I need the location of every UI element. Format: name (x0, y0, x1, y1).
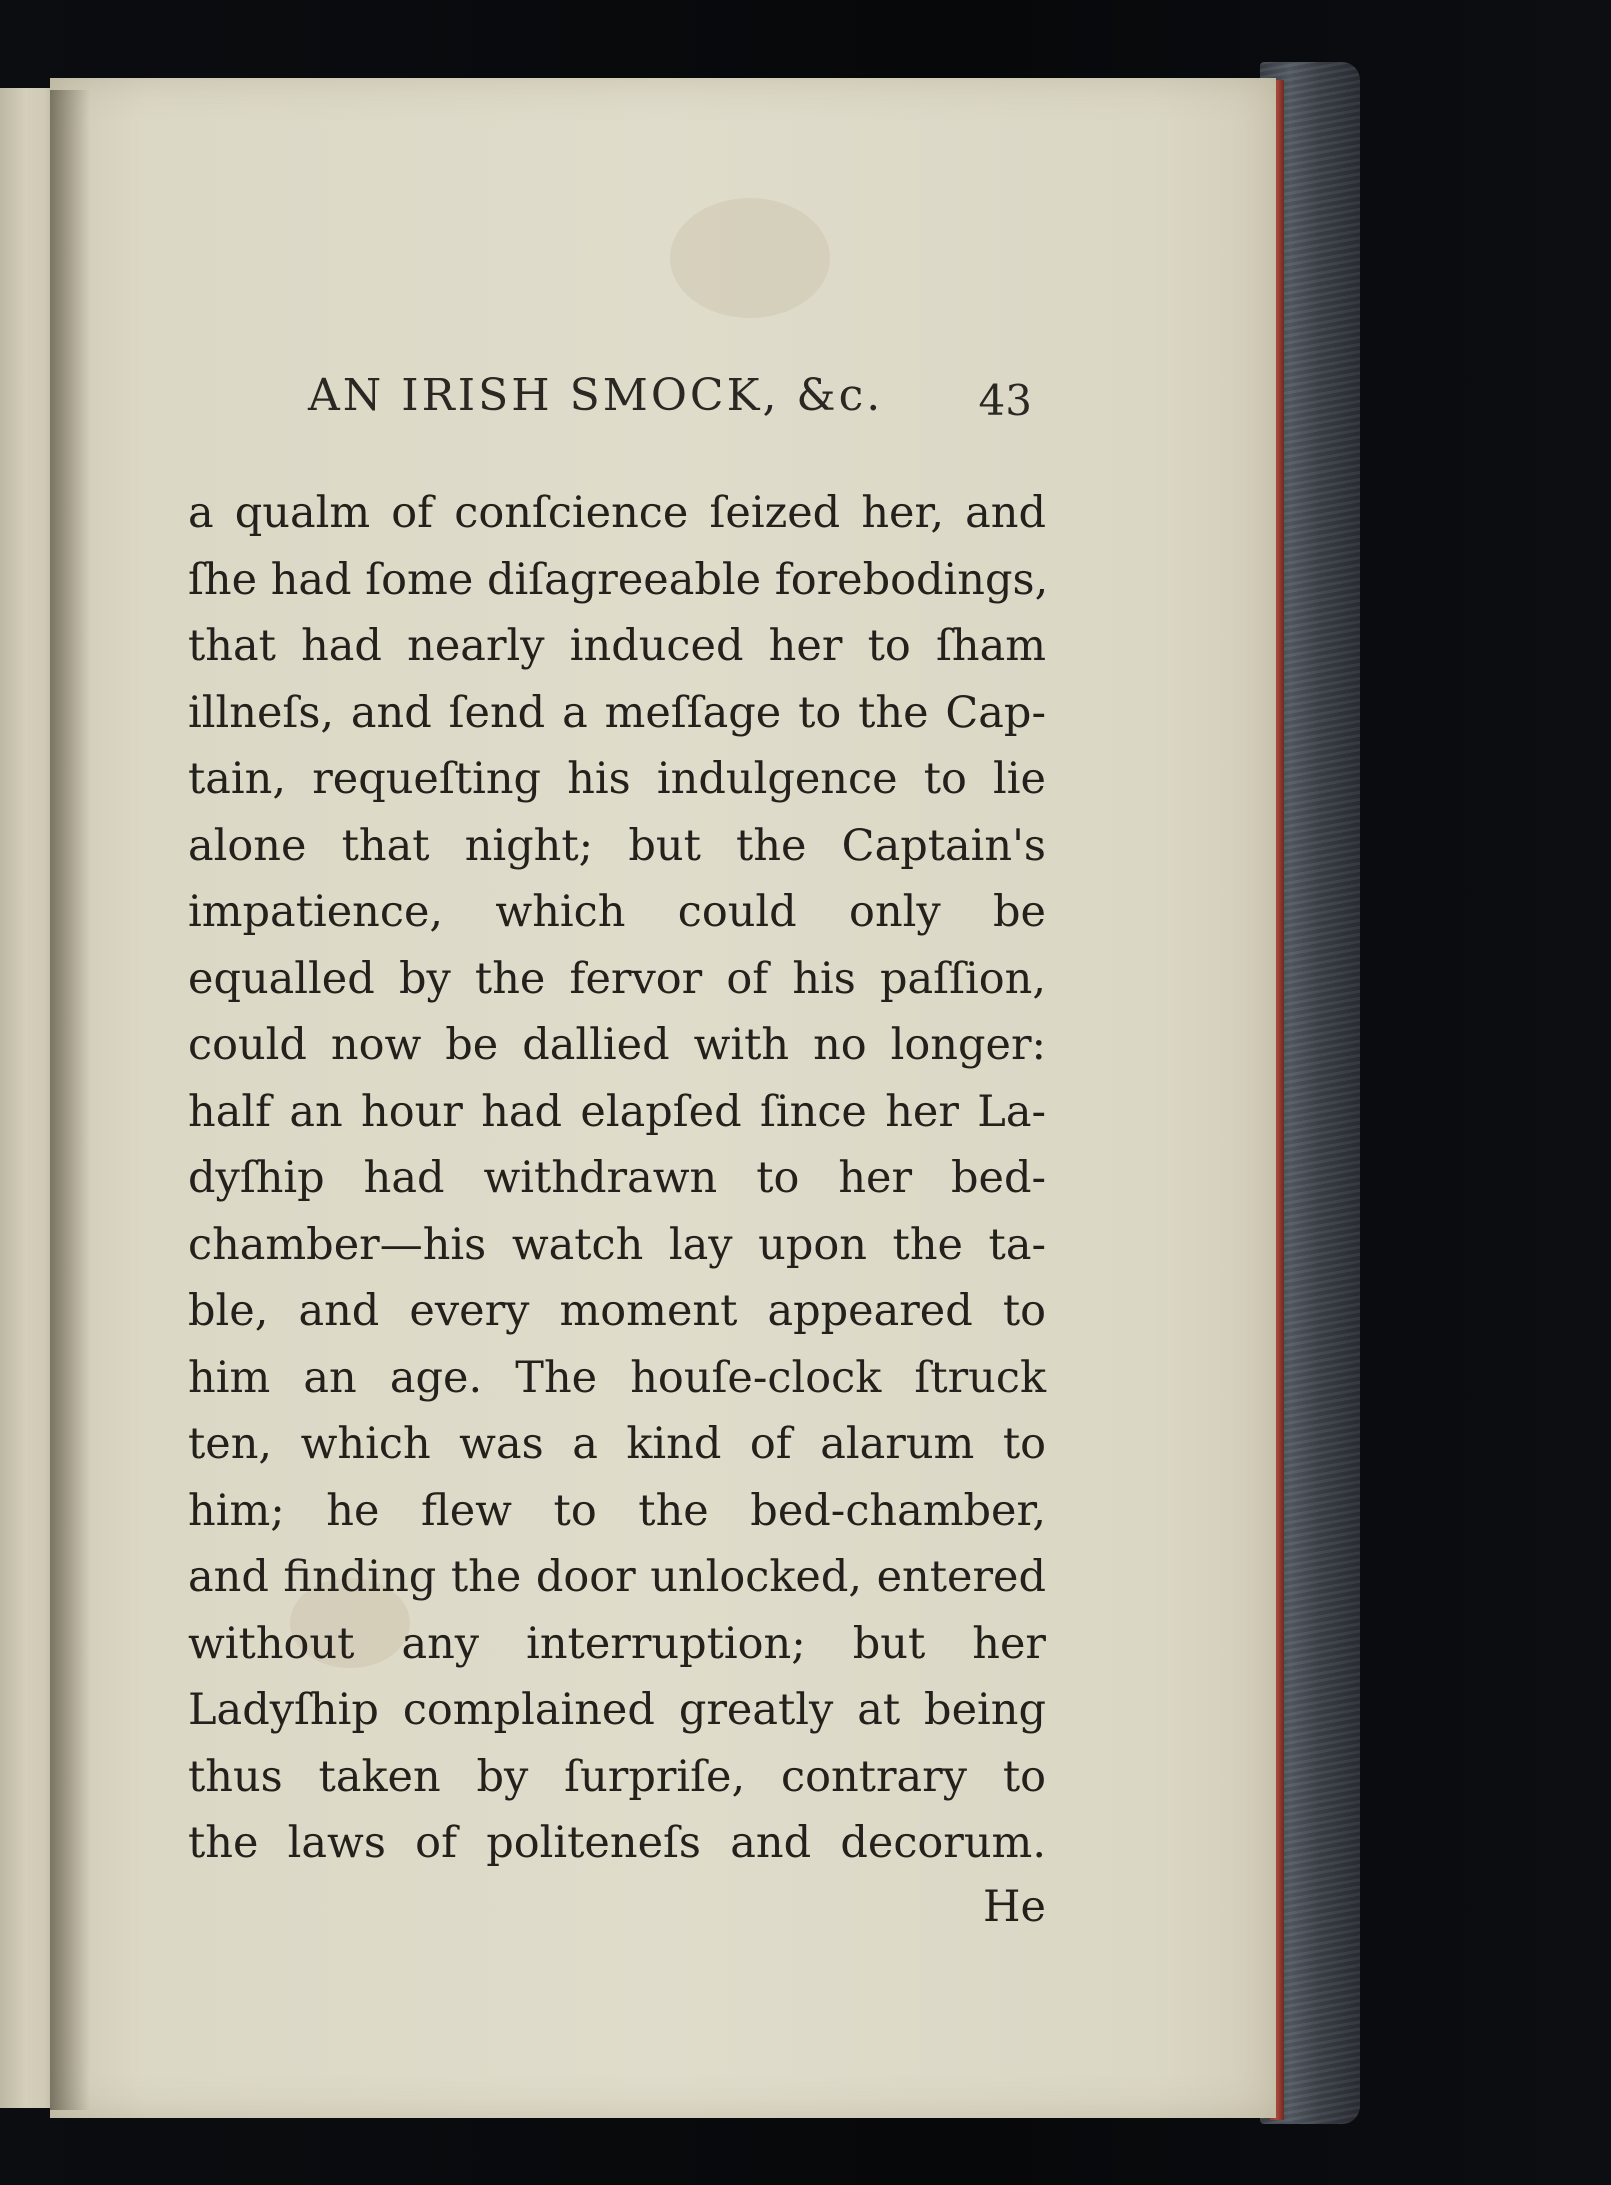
text-line: Ladyſhip complained greatly at being (188, 1685, 1046, 1735)
text-line: the laws of politeneſs and decorum. (188, 1818, 1046, 1868)
text-line: impatience, which could only be (188, 887, 1046, 937)
catchword: He (983, 1882, 1046, 1932)
text-line: ten, which was a kind of alarum to (188, 1419, 1046, 1469)
text-line: half an hour had elapſed ſince her La- (188, 1086, 1046, 1137)
text-line: alone that night; but the Captain's (188, 820, 1046, 871)
text-line: tain, requeſting his indulgence to lie (188, 754, 1046, 804)
text-line: illneſs, and ſend a meſſage to the Cap- (188, 687, 1046, 738)
gutter-shadow (50, 90, 90, 2110)
text-line: and finding the door unlocked, entered (188, 1552, 1046, 1602)
text-line: without any interruption; but her (188, 1618, 1046, 1669)
running-title: AN IRISH SMOCK, &c. (308, 370, 884, 421)
body-text (188, 480, 1049, 1877)
text-line: ble, and every moment appeared to (188, 1286, 1046, 1336)
text-line: could now be dallied with no longer: (188, 1020, 1046, 1070)
text-line: chamber—his watch lay upon the ta- (188, 1219, 1046, 1270)
text-line: that had nearly induced her to ſham (188, 621, 1046, 671)
text-line: dyſhip had withdrawn to her bed- (188, 1153, 1046, 1203)
text-line: equalled by the fervor of his paſſion, (188, 953, 1046, 1004)
text-line: him; he flew to the bed-chamber, (188, 1485, 1046, 1536)
page-number: 43 (978, 376, 1032, 425)
text-line: ſhe had ſome diſagreeable forebodings, (188, 554, 1049, 605)
text-line: thus taken by ſurpriſe, contrary to (188, 1751, 1046, 1802)
paper-stain (670, 198, 830, 318)
text-line: him an age. The houſe-clock ſtruck (188, 1352, 1046, 1403)
text-line: a qualm of conſcience ſeized her, and (188, 488, 1046, 538)
running-head (258, 370, 1038, 430)
